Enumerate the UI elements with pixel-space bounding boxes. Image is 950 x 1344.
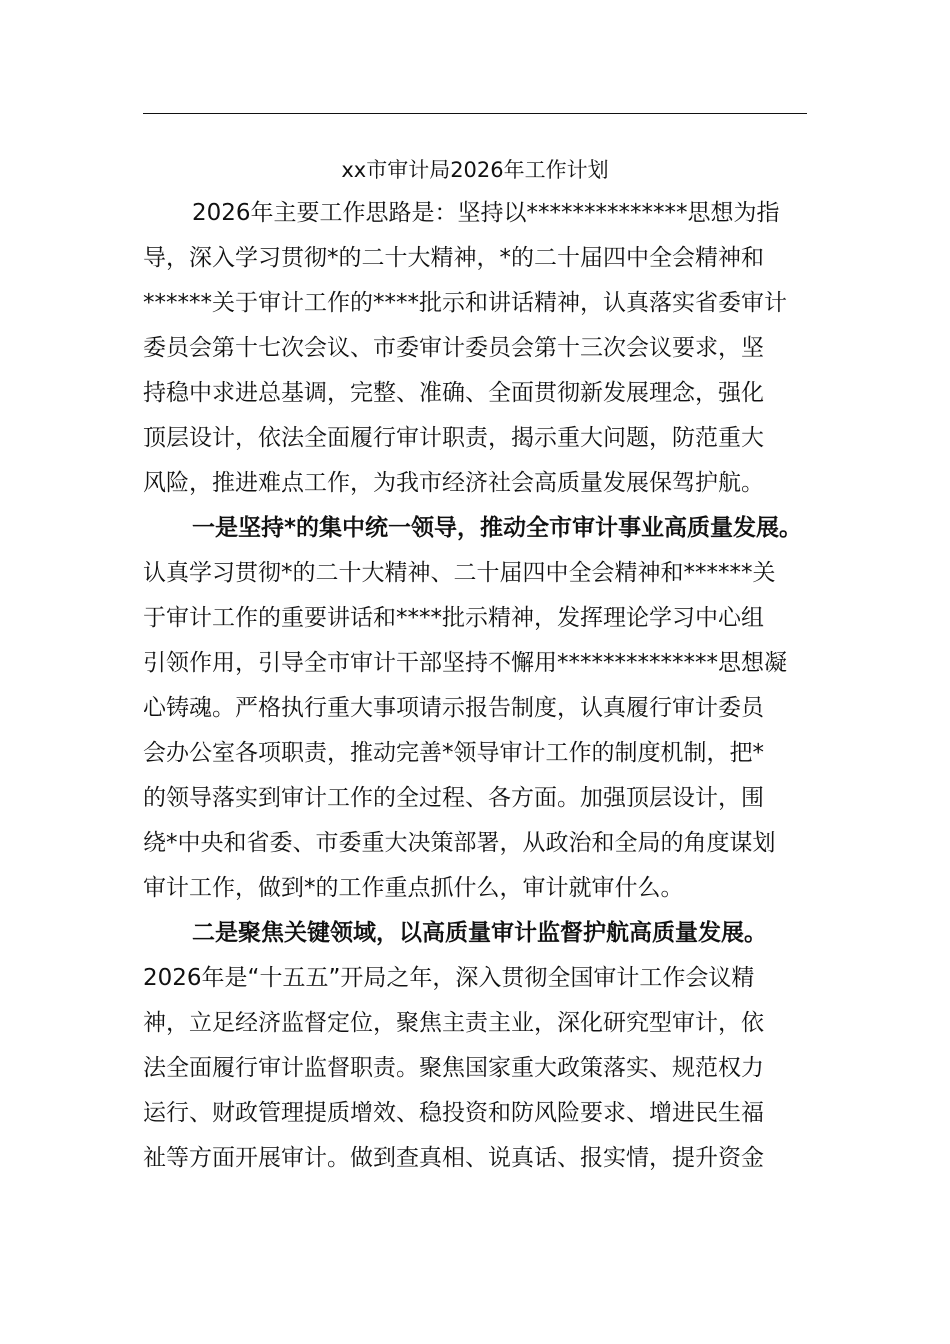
body-line: 祉等方面开展审计。做到查真相、说真话、报实情，提升资金 <box>143 1145 764 1171</box>
body-line: 于审计工作的重要讲话和****批示精神，发挥理论学习中心组 <box>143 605 764 631</box>
body-line: 运行、财政管理提质增效、稳投资和防风险要求、增进民生福 <box>143 1100 764 1126</box>
body-line: 顶层设计，依法全面履行审计职责，揭示重大问题，防范重大 <box>143 425 764 451</box>
body-line: 风险，推进难点工作，为我市经济社会高质量发展保驾护航。 <box>143 470 764 496</box>
body-line: 认真学习贯彻*的二十大精神、二十届四中全会精神和******关 <box>143 560 776 586</box>
body-line: 审计工作，做到*的工作重点抓什么，审计就审什么。 <box>143 875 684 901</box>
body-line: 引领作用，引导全市审计干部坚持不懈用**************思想凝 <box>143 650 787 676</box>
section-heading-1: 一是坚持*的集中统一领导，推动全市审计事业高质量发展。 <box>192 515 803 541</box>
body-line: 法全面履行审计监督职责。聚焦国家重大政策落实、规范权力 <box>143 1055 764 1081</box>
body-line: 委员会第十七次会议、市委审计委员会第十三次会议要求，坚 <box>143 335 764 361</box>
body-line: 绕*中央和省委、市委重大决策部署，从政治和全局的角度谋划 <box>143 830 776 856</box>
body-line: 2026年主要工作思路是：坚持以**************思想为指 <box>192 200 780 226</box>
body-line: 神，立足经济监督定位，聚焦主责主业，深化研究型审计，依 <box>143 1010 764 1036</box>
body-line: 导，深入学习贯彻*的二十大精神，*的二十届四中全会精神和 <box>143 245 764 271</box>
header-rule <box>143 113 807 114</box>
body-line: 2026年是“十五五”开局之年，深入贯彻全国审计工作会议精 <box>143 965 755 991</box>
body-line: ******关于审计工作的****批示和讲话精神，认真落实省委审计 <box>143 290 787 316</box>
body-line: 持稳中求进总基调，完整、准确、全面贯彻新发展理念，强化 <box>143 380 764 406</box>
section-heading-2: 二是聚焦关键领域，以高质量审计监督护航高质量发展。 <box>192 920 767 946</box>
body-line: 心铸魂。严格执行重大事项请示报告制度，认真履行审计委员 <box>143 695 764 721</box>
body-line: 会办公室各项职责，推动完善*领导审计工作的制度机制，把* <box>143 740 764 766</box>
body-line: 的领导落实到审计工作的全过程、各方面。加强顶层设计，围 <box>143 785 764 811</box>
document-title: xx市审计局2026年工作计划 <box>341 158 609 182</box>
